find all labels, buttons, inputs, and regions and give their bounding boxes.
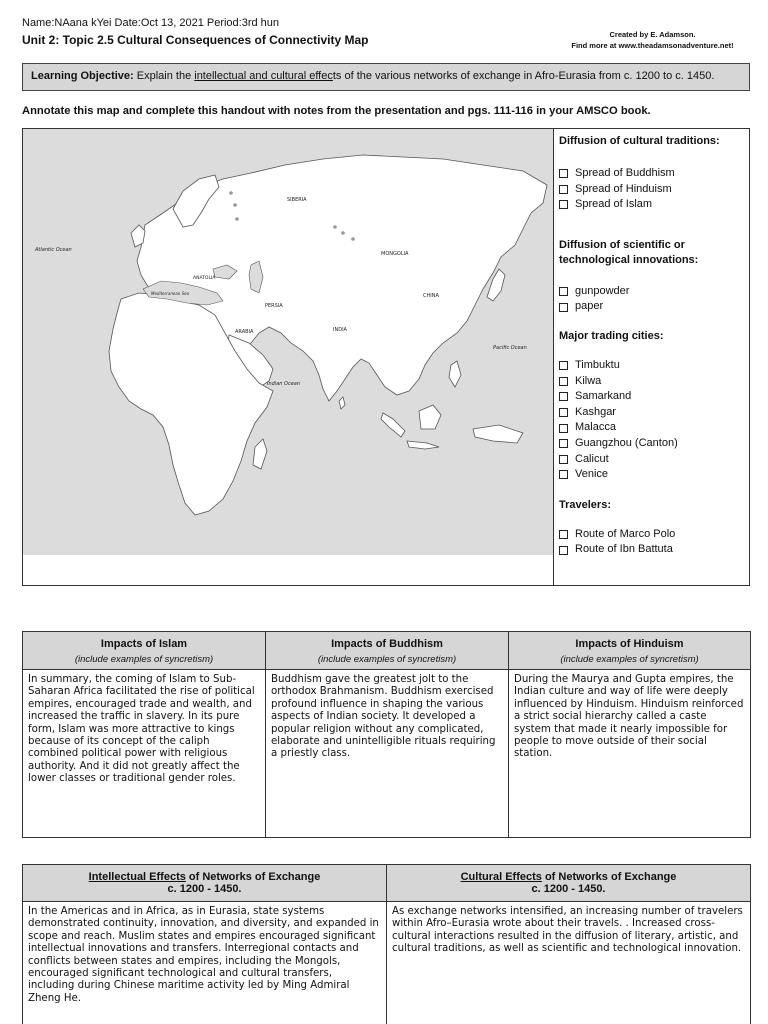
map-label-india: INDIA (333, 327, 347, 333)
checklist-label: Calicut (575, 452, 609, 465)
checkbox[interactable] (559, 185, 568, 194)
checklist-label: Route of Marco Polo (575, 527, 676, 540)
objective-underlined: intellectual and cultural effec (194, 70, 333, 82)
objective-text-after: ts of the various networks of exchange in Afro-Eurasia from c. 1200 to c. 1450. (332, 70, 715, 82)
map-label-arabia: ARABIA (235, 329, 254, 335)
map-label-indian-ocean: Indian Ocean (267, 381, 301, 387)
student-info-line: Name:NAana kYei Date:Oct 13, 2021 Period:3rd hun (22, 17, 280, 29)
cultural-effects-header (387, 865, 751, 902)
credit-author: Created by E. Adamson. (609, 30, 696, 39)
map-label-anatolia: ANATOLIA (193, 276, 216, 281)
checklist-label: Kashgar (575, 405, 616, 418)
effects-header-row (23, 865, 751, 902)
checkbox[interactable] (559, 408, 568, 417)
credit-block (540, 29, 765, 51)
map-label-china: CHINA (423, 293, 439, 299)
checklist-item[interactable] (559, 436, 747, 452)
map-label-siberia: SIBERIA (287, 197, 307, 203)
checklist-item[interactable] (559, 374, 747, 390)
checkbox[interactable] (559, 200, 568, 209)
header-rest: of Networks of Exchange (541, 871, 677, 883)
checklist-label: Venice (575, 468, 609, 481)
trading-cities-heading: Major trading cities: (559, 329, 664, 342)
scientific-heading-line2: technological innovations: (559, 253, 699, 266)
checklist-label: Kilwa (575, 374, 602, 387)
checklist-label: Spread of Hinduism (575, 182, 672, 195)
checklist-item[interactable] (559, 420, 747, 436)
checklist-label: Timbuktu (575, 358, 620, 371)
checkbox[interactable] (559, 303, 568, 312)
map-label-mediterranean: Mediterranean Sea (151, 291, 190, 296)
header-period: c. 1200 - 1450. (167, 883, 242, 895)
checklist-item[interactable] (559, 452, 747, 468)
cultural-traditions-heading: Diffusion of cultural traditions: (559, 135, 720, 147)
checkbox[interactable] (559, 455, 568, 464)
impacts-buddhism-header (266, 632, 509, 670)
impacts-buddhism-answer[interactable]: Buddhism gave the greatest jolt to the orthodox Brahmanism. Buddhism exercised profound influence in shaping the various aspects of Indian society. It developed a popular religion without any complicated, elaborate and unintelligible rituals requiring a priestly class. (266, 670, 509, 838)
impacts-hinduism-header (509, 632, 751, 670)
unit-title: Unit 2: Topic 2.5 Cultural Consequences of Connectivity Map (22, 33, 369, 47)
checkbox[interactable] (559, 439, 568, 448)
checkbox[interactable] (559, 530, 568, 539)
learning-objective-box (22, 63, 750, 91)
impacts-header-row (23, 632, 751, 670)
checklist-label: gunpowder (575, 284, 630, 297)
credit-website: Find more at www.theadamsonadventure.net! (571, 41, 734, 50)
checklist-item[interactable] (559, 527, 747, 543)
map-svg (23, 129, 553, 555)
objective-text-before: Explain the (133, 70, 195, 82)
map-label-persia: PERSIA (265, 303, 283, 309)
objective-label: Learning Objective: (31, 70, 134, 82)
effects-answer-row (23, 902, 751, 1024)
header-title: Impacts of Hinduism (575, 638, 684, 650)
checklist-label: Spread of Buddhism (575, 167, 675, 179)
header-period: c. 1200 - 1450. (531, 883, 606, 895)
checkbox[interactable] (559, 169, 568, 178)
impacts-table (22, 631, 751, 838)
checklist-label: Route of Ibn Battuta (575, 543, 673, 556)
checklist-item[interactable] (559, 405, 747, 421)
map-sidebar-divider (553, 129, 554, 585)
instructions: Annotate this map and complete this handout with notes from the presentation and pgs. 111-116 in your AMSCO book. (22, 105, 651, 117)
header-rest: of Networks of Exchange (185, 871, 321, 883)
map-checklist (559, 134, 747, 558)
checklist-item[interactable] (559, 542, 747, 558)
impacts-answer-row (23, 670, 751, 838)
checklist-label: Spread of Islam (575, 198, 653, 211)
map-label-pacific: Pacific Ocean (493, 345, 527, 351)
checklist-item[interactable] (559, 467, 747, 483)
header-title: Impacts of Buddhism (331, 638, 443, 650)
effects-table (22, 864, 751, 1024)
header-subtitle: (include examples of syncretism) (74, 654, 214, 665)
header-title: Impacts of Islam (100, 638, 188, 650)
checklist-item[interactable] (559, 284, 747, 300)
checkbox[interactable] (559, 392, 568, 401)
cultural-effects-answer[interactable]: As exchange networks intensified, an increasing number of travelers within Afro–Eurasia wrote about their travels. . Increased cross-cultural interactions resulted in the diffusion of literary, artistic, and cultural traditions, as well as scientific and technological innovation. (387, 902, 751, 1024)
checklist-label: Malacca (575, 421, 616, 434)
checklist-item[interactable] (559, 299, 747, 315)
impacts-hinduism-answer[interactable]: During the Maurya and Gupta empires, the Indian culture and way of life were deeply influenced by Hinduism. Hinduism reinforced a strict social hierarchy called a caste system that made it nearly impossible for people to move outside of their social station. (509, 670, 751, 838)
checkbox[interactable] (559, 287, 568, 296)
checklist-label: Samarkand (575, 390, 632, 403)
intellectual-effects-answer[interactable]: In the Americas and in Africa, as in Eurasia, state systems demonstrated continuity, innovation, and diversity, and expanded in scope and reach. Muslim states and empires encouraged significant intellectual innovations and transfers. Interregional contacts and conflicts between states and empires, including the Mongols, encouraged significant technological and cultural transfers, including during Chinese maritime activity led by Ming Admiral Zheng He. (23, 902, 387, 1024)
checkbox[interactable] (559, 424, 568, 433)
header-subtitle: (include examples of syncretism) (317, 654, 457, 665)
map-label-mongolia: MONGOLIA (381, 251, 409, 257)
checkbox[interactable] (559, 377, 568, 386)
impacts-islam-header (23, 632, 266, 670)
header-underlined: Intellectual Effects (88, 871, 186, 883)
checklist-label: paper (575, 300, 604, 313)
intellectual-effects-header (23, 865, 387, 902)
checklist-item[interactable] (559, 389, 747, 405)
travelers-heading: Travelers: (559, 498, 611, 511)
checklist-item[interactable] (559, 182, 747, 198)
header-underlined: Cultural Effects (460, 871, 542, 883)
checklist-item[interactable] (559, 358, 747, 374)
scientific-heading-line1: Diffusion of scientific or (559, 238, 685, 251)
scientific-innovations-heading (559, 238, 747, 268)
checkbox[interactable] (559, 361, 568, 370)
checklist-label: Guangzhou (Canton) (575, 436, 678, 449)
map-label-atlantic: Atlantic Ocean (35, 247, 72, 253)
impacts-islam-answer[interactable]: In summary, the coming of Islam to Sub-Saharan Africa facilitated the rise of political empires, encouraged trade and wealth, and increased the traffic in slavery. In its pure form, Islam was more attractive to kings because of its concept of the caliph combined political power with religious authority. And it did not greatly affect the lower classes or traditional gender roles. (23, 670, 266, 838)
afro-eurasia-outline-map (23, 129, 553, 555)
checkbox[interactable] (559, 546, 568, 555)
checklist-item[interactable] (559, 197, 747, 213)
checklist-item[interactable] (559, 166, 747, 182)
header-subtitle: (include examples of syncretism) (560, 654, 699, 665)
checkbox[interactable] (559, 470, 568, 479)
